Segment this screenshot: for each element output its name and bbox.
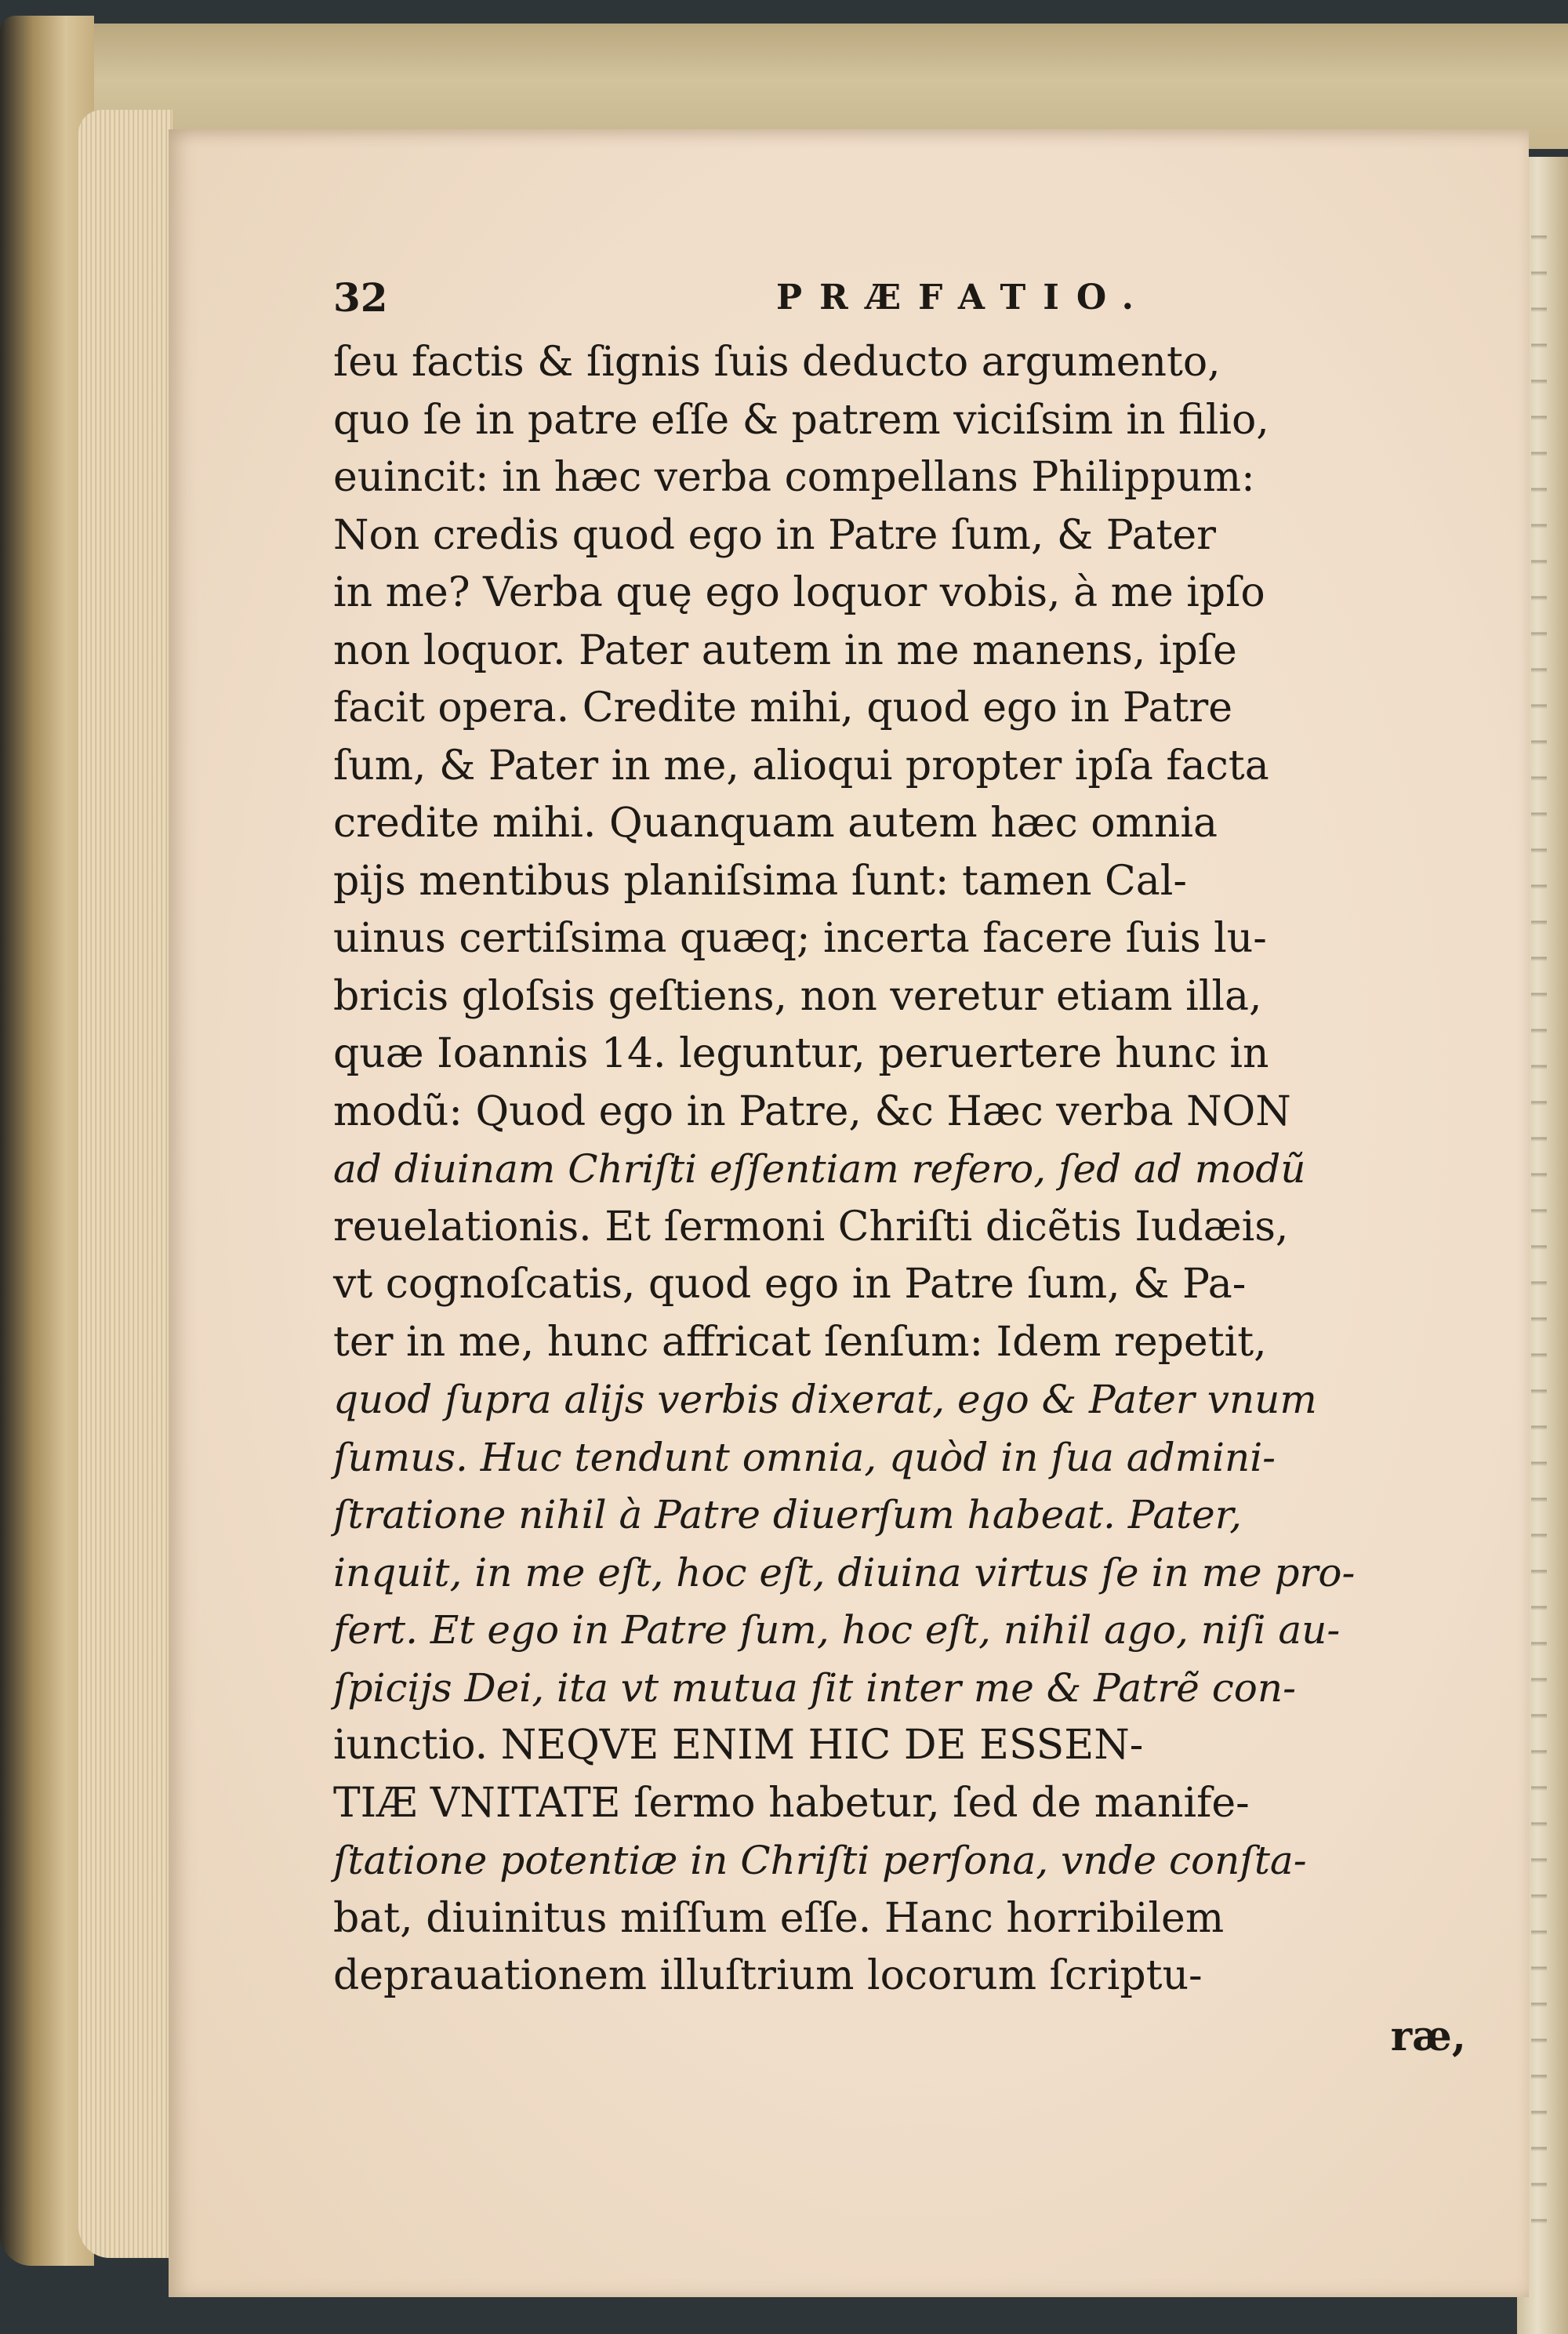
text-line: in me? Verba quę ego loquor vobis, à me ipſo — [333, 569, 1265, 616]
text-line: uinus certiſsima quæq; incerta facere ſuis lu- — [333, 915, 1267, 962]
text-line: ad diuinam Chriſti eſſentiam refero, ſed ad modũ — [333, 1146, 1306, 1192]
text-line: quo ſe in patre eſſe & patrem viciſsim in filio, — [333, 396, 1269, 444]
text-line: reuelationis. Et ſermoni Chriſti dicẽtis Iudæis, — [333, 1203, 1289, 1250]
text-line: bricis gloſsis geſtiens, non veretur etiam illa, — [333, 972, 1262, 1020]
text-line: vt cognoſcatis, quod ego in Patre ſum, & Pa- — [333, 1261, 1247, 1308]
text-line: ſtratione nihil à Patre diuerſum habeat. Pater, — [333, 1492, 1243, 1537]
text-line: credite mihi. Quanquam autem hæc omnia — [333, 800, 1218, 847]
text-line: ſtatione potentiæ in Chriſti perſona, vnde conſta- — [333, 1838, 1307, 1883]
text-line: ſum, & Pater in me, alioqui propter ipſa facta — [333, 742, 1269, 789]
text-line: euincit: in hæc verba compellans Philippum: — [333, 454, 1255, 501]
text-line: Non credis quod ego in Patre ſum, & Pater — [333, 511, 1216, 559]
text-line: pijs mentibus planiſsima ſunt: tamen Cal- — [333, 857, 1187, 905]
text-line: fert. Et ego in Patre ſum, hoc eſt, nihil ago, niſi au- — [333, 1607, 1341, 1653]
text-line: ſpicijs Dei, ita vt mutua ſit inter me & Patrẽ con- — [333, 1664, 1296, 1711]
text-line: ſeu factis & ſignis ſuis deducto argumento, — [333, 339, 1221, 386]
text-line: ſumus. Huc tendunt omnia, quòd in ſua admini- — [333, 1434, 1276, 1480]
text-line: deprauationem illuſtrium locorum ſcriptu- — [333, 1952, 1203, 1999]
page-number: 32 — [333, 274, 388, 321]
text-block — [333, 274, 1474, 2068]
text-line: inquit, in me eſt, hoc eſt, diuina virtus ſe in me pro- — [333, 1549, 1356, 1595]
text-line: ter in me, hunc affricat ſenſum: Idem repetit, — [333, 1318, 1267, 1366]
running-head: PRÆFATIO. — [776, 278, 1151, 318]
text-line: modũ: Quod ego in Patre, &c Hæc verba NON — [333, 1087, 1291, 1135]
text-line: quæ Ioannis 14. leguntur, peruertere hunc in — [333, 1030, 1269, 1077]
page-header — [333, 274, 1474, 326]
text-line: iunctio. NEQVE ENIM HIC DE ESSEN- — [333, 1722, 1144, 1769]
catchword: ræ, — [1390, 2012, 1466, 2060]
text-line: non loquor. Pater autem in me manens, ipſe — [333, 626, 1237, 674]
text-line: facit opera. Credite mihi, quod ego in Patre — [333, 684, 1232, 731]
text-line: quod ſupra alijs verbis dixerat, ego & Pater vnum — [333, 1377, 1317, 1422]
text-line: bat, diuinitus miſſum eſſe. Hanc horribilem — [333, 1894, 1225, 1942]
text-line: TIÆ VNITATE ſermo habetur, ſed de manife- — [333, 1779, 1250, 1827]
page-edges — [78, 110, 172, 2258]
